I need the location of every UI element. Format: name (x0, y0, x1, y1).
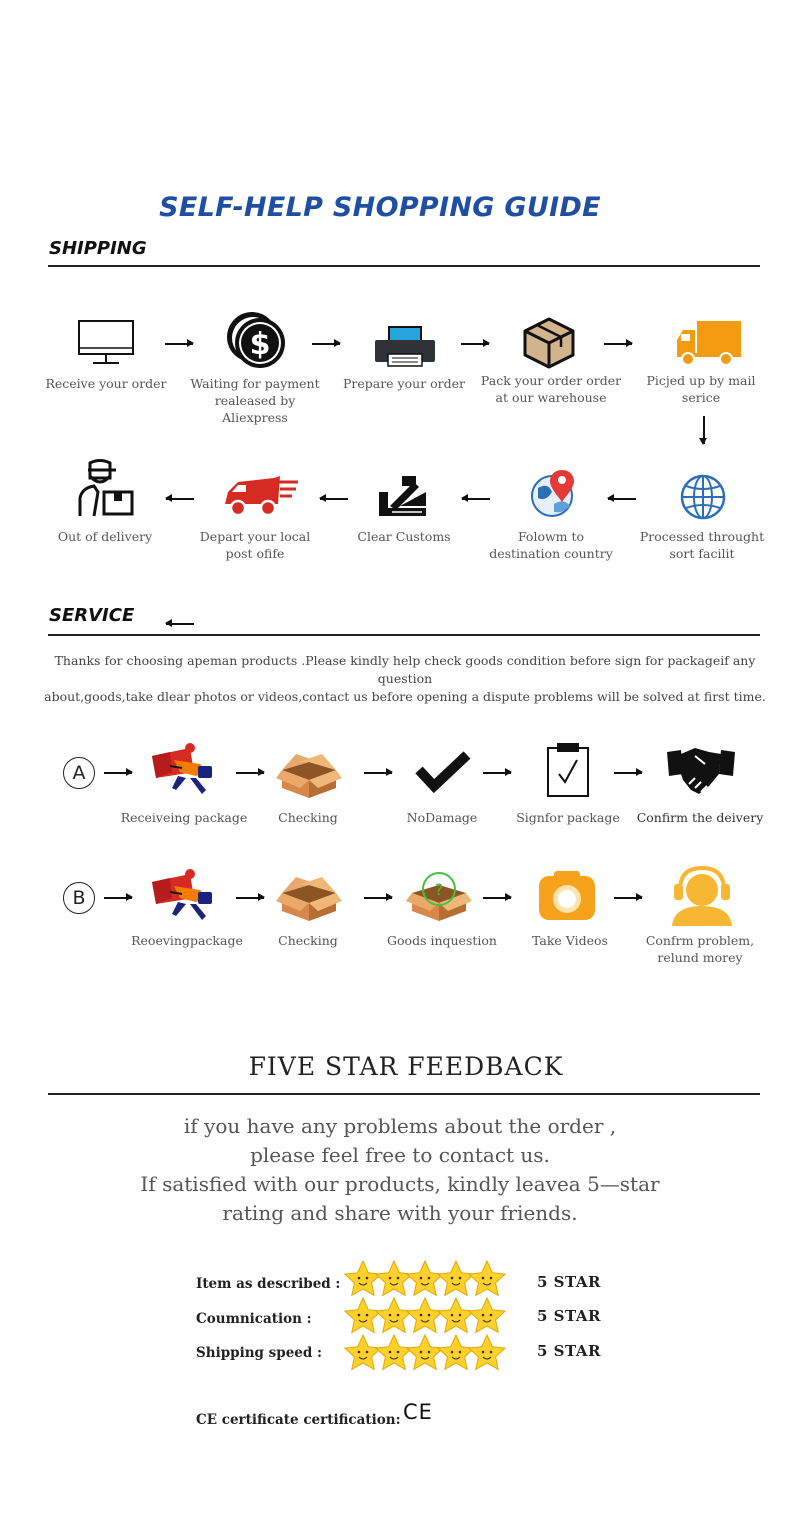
step-caption: Prepare your order (342, 376, 466, 391)
courier-running-icon (150, 742, 220, 798)
flow-arrow-left (166, 498, 194, 500)
flow-arrow (312, 343, 340, 345)
step-caption: Picjed up by mail serice (646, 373, 756, 405)
marker-b: B (63, 882, 95, 914)
flow-arrow (104, 897, 132, 899)
step-caption: Processed throught sort facilit (639, 529, 765, 561)
star-icon (345, 1298, 381, 1332)
rating-value: 5 STAR (537, 1273, 601, 1291)
step-caption: NoDamage (406, 810, 478, 825)
flow-arrow (604, 343, 632, 345)
flow-arrow (236, 897, 264, 899)
flow-arrow-left (320, 498, 348, 500)
star-icon (345, 1261, 381, 1295)
star-icon (376, 1261, 412, 1295)
globe-icon (680, 474, 726, 520)
shipping-divider (48, 265, 760, 267)
step-caption: Confrm problem, relund morey (645, 933, 755, 965)
rating-label: Shipping speed : (196, 1345, 322, 1361)
flow-arrow (483, 772, 511, 774)
dollar-coin-icon (225, 311, 289, 371)
star-icon (438, 1298, 474, 1332)
flow-arrow-left (608, 498, 636, 500)
handshake-icon (665, 744, 737, 800)
flow-arrow-down (703, 416, 705, 444)
step-caption: Receive your order (45, 376, 167, 391)
rating-label: Coumnication : (196, 1311, 312, 1327)
feedback-heading: FIVE STAR FEEDBACK (248, 1052, 564, 1081)
delivery-truck-icon (676, 320, 742, 366)
flow-arrow (614, 772, 642, 774)
step-caption: Take Videos (532, 933, 608, 948)
flow-arrow (104, 772, 132, 774)
flow-arrow (614, 897, 642, 899)
flow-arrow (364, 772, 392, 774)
open-box-icon (276, 871, 342, 923)
flow-arrow (364, 897, 392, 899)
star-icon (376, 1298, 412, 1332)
checkmark-icon (414, 750, 472, 794)
camera-icon (538, 870, 596, 922)
rating-label: Item as described : (196, 1276, 341, 1292)
star-icon (345, 1335, 381, 1369)
flow-arrow-left (462, 498, 490, 500)
shipping-heading: SHIPPING (49, 238, 147, 259)
star-icon (438, 1335, 474, 1369)
feedback-divider (48, 1093, 760, 1095)
star-icon (407, 1261, 443, 1295)
flow-arrow (483, 897, 511, 899)
step-caption: Checking (278, 933, 338, 948)
fast-truck-icon (224, 474, 300, 518)
service-notice: Thanks for choosing apeman products .Please kindly help check goods condition before sign for packageif any question about,goods,take dlear photos or videos,contact us before opening a dispute problems will be solved at first time. (44, 653, 766, 704)
courier-running-icon (150, 868, 220, 924)
step-caption: Out of delivery (57, 529, 153, 544)
service-divider (48, 634, 760, 636)
step-caption: Waiting for payment realeased by Aliexpress (190, 376, 320, 425)
step-caption: Goods inquestion (387, 933, 497, 948)
rating-value: 5 STAR (537, 1307, 601, 1325)
flow-arrow (165, 343, 193, 345)
page-title: SELF-HELP SHOPPING GUIDE (159, 192, 601, 223)
step-caption: Confirm the deivery (636, 810, 764, 825)
step-caption: Receiveing package (120, 810, 248, 825)
customs-signing-icon (378, 474, 428, 518)
clipboard-check-icon (545, 742, 591, 798)
step-caption: Signfor package (516, 810, 620, 825)
marker-a: A (63, 757, 95, 789)
service-heading: SERVICE (49, 605, 135, 626)
star-rating-svg (343, 1256, 519, 1374)
package-box-icon (523, 317, 575, 369)
support-agent-icon (670, 864, 734, 926)
courier-person-icon (76, 458, 136, 518)
flow-arrow (461, 343, 489, 345)
step-caption: Checking (278, 810, 338, 825)
step-caption: Pack your order order at our warehouse (480, 373, 622, 405)
star-icon (438, 1261, 474, 1295)
star-rating-grid (343, 1256, 519, 1374)
flow-arrow (236, 772, 264, 774)
printer-icon (374, 326, 436, 368)
star-icon (469, 1335, 505, 1369)
step-caption: Depart your local post ofife (199, 529, 311, 561)
step-caption: Folowm to destination country (489, 529, 613, 561)
feedback-message: if you have any problems about the order , please feel free to contact us. If satisfied with our products, kindly leavea 5—star rating and share with your friends. (140, 1114, 660, 1225)
ce-mark-icon: CE (403, 1400, 433, 1424)
star-icon (376, 1335, 412, 1369)
ce-certificate-label: CE certificate certification: (196, 1412, 401, 1428)
question-box-icon (406, 871, 472, 923)
flow-arrow-left (166, 623, 194, 625)
step-caption: Reoevingpackage (131, 933, 243, 948)
open-box-icon (276, 748, 342, 800)
monitor-icon (78, 320, 134, 366)
star-icon (407, 1298, 443, 1332)
star-icon (469, 1261, 505, 1295)
svg-text:$: $ (249, 327, 271, 362)
star-icon (469, 1298, 505, 1332)
rating-value: 5 STAR (537, 1342, 601, 1360)
step-caption: Clear Customs (357, 529, 451, 544)
svg-text:?: ? (434, 880, 444, 899)
map-pin-globe-icon (530, 468, 578, 518)
star-icon (407, 1335, 443, 1369)
